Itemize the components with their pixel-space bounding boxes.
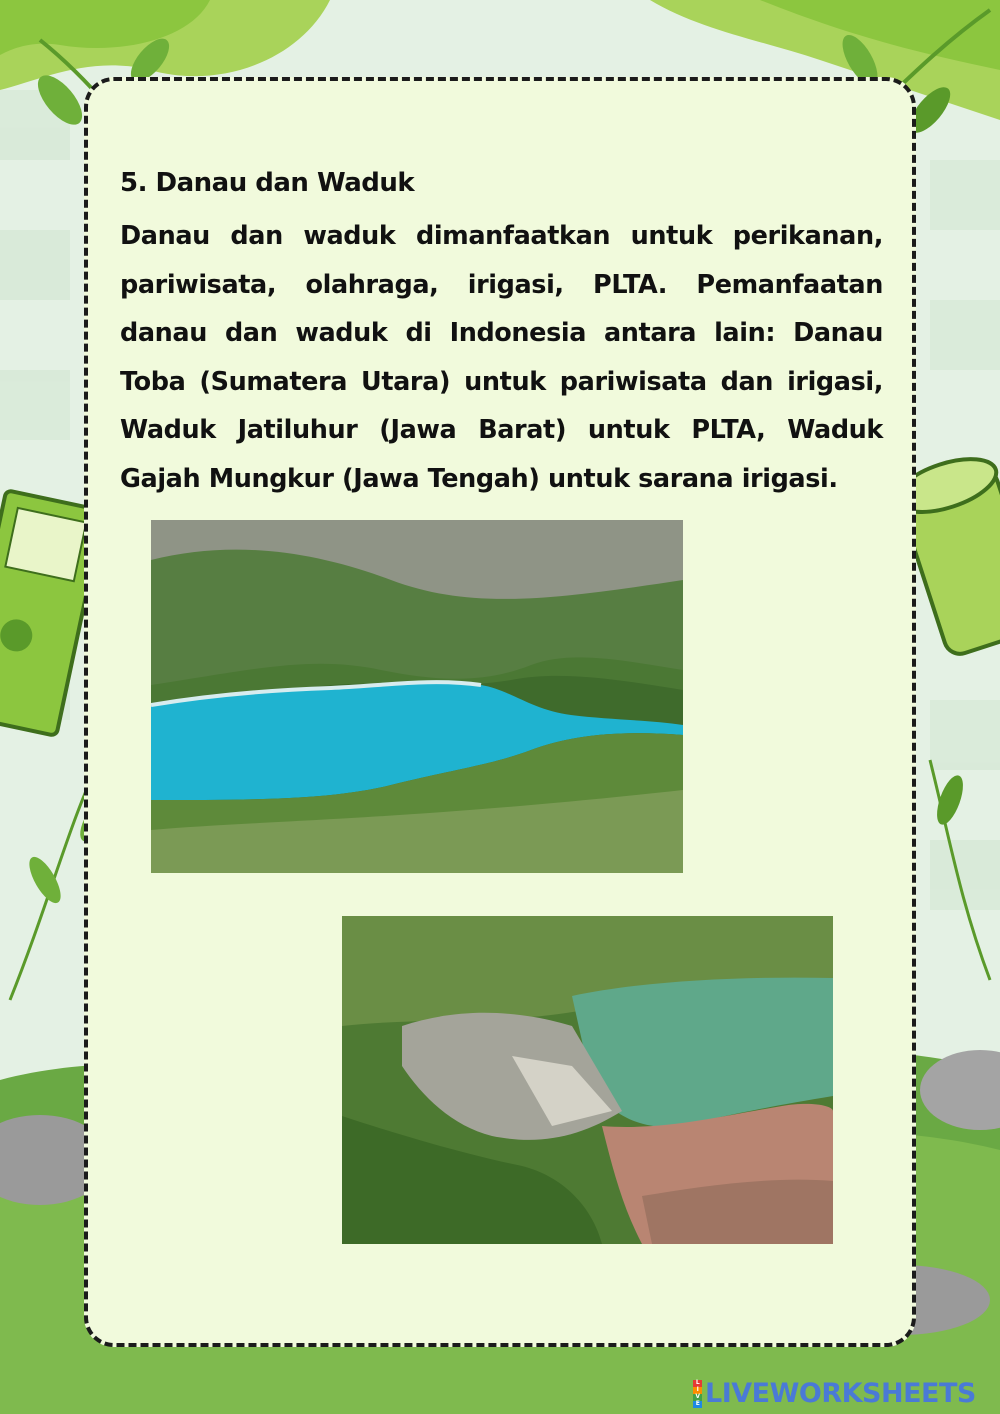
liveworksheets-logo <box>693 1378 976 1409</box>
lake-photo <box>151 520 683 873</box>
brand-name: LIVEWORKSHEETS <box>705 1378 976 1409</box>
live-badge-icon: L I V E <box>693 1380 702 1408</box>
section-paragraph: Danau dan waduk dimanfaatkan untuk perikanan, pariwisata, olahraga, irigasi, PLTA. Pemanfaatan danau dan waduk di Indonesia antara lain: Danau Toba (Sumatera Utara) untuk pariwisata dan irigasi, Waduk Jatiluhur (Jawa Barat) untuk PLTA, Waduk Gajah Mungkur (Jawa Tengah) untuk sarana irigasi. <box>120 221 883 494</box>
dam-reservoir-photo <box>342 916 833 1244</box>
section-heading: 5. Danau dan Waduk <box>120 168 415 198</box>
